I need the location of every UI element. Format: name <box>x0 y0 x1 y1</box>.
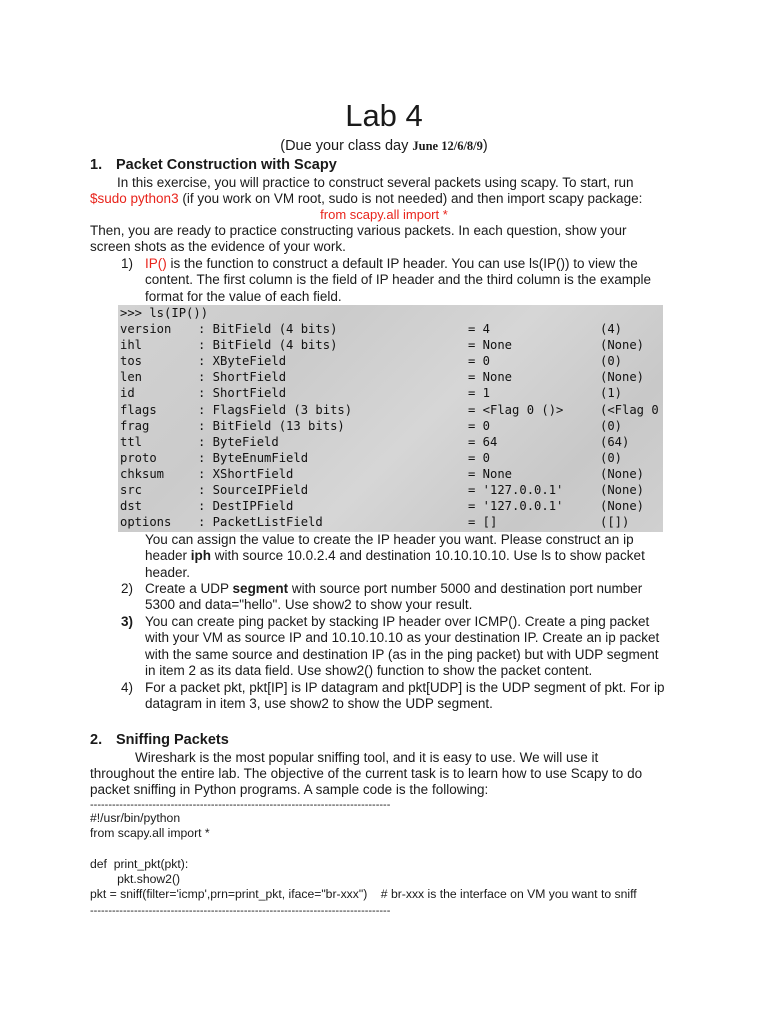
sniff-line-1: Wireshark is the most popular sniffing tool, and it is easy to use. We will use it <box>135 750 599 765</box>
terminal-field-name: flags <box>120 402 157 417</box>
list-item-3-line-4: in item 2 as its data field. Use show2() function to show the packet content. <box>145 662 593 678</box>
terminal-field-name: dst <box>120 499 143 514</box>
list-item-1-line-1: IP() is the function to construct a default IP header. You can use ls(IP()) to view the <box>145 256 638 271</box>
list-item-2-line-1: Create a UDP segment with source port number 5000 and destination port number <box>145 581 643 596</box>
code-line-1: #!/usr/bin/python <box>90 811 181 825</box>
code-divider-top: ---------------------------------------------------------------------------------- <box>90 799 391 811</box>
assign-line-3: header. <box>145 564 191 580</box>
terminal-field-value: = None <box>468 466 513 481</box>
section-1-number: 1. <box>90 157 103 173</box>
terminal-field-example: (0) <box>600 450 623 465</box>
terminal-field-type: : FlagsField (3 bits) <box>198 402 353 417</box>
code-line-6: pkt = sniff(filter='icmp',prn=print_pkt, iface="br-xxx") # br-xxx is the interface on VM you want to sniff <box>90 887 637 901</box>
terminal-field-value: = <Flag 0 ()> <box>468 402 564 417</box>
terminal-field-type: : PacketListField <box>198 515 323 530</box>
terminal-field-example: (None) <box>600 499 645 514</box>
terminal-field-value: = 1 <box>468 386 491 401</box>
assign-line-1: You can assign the value to create the IP header you want. Please construct an ip <box>145 532 634 547</box>
section-2-number: 2. <box>90 732 103 748</box>
terminal-field-type: : ByteEnumField <box>198 450 309 465</box>
terminal-field-name: ihl <box>120 338 143 353</box>
list-item-4-number: 4) <box>121 680 134 695</box>
intro-line-2-rest: (if you work on VM root, sudo is not needed) and then import scapy package: <box>178 191 643 206</box>
terminal-field-name: version <box>120 322 172 336</box>
terminal-field-example: (0) <box>600 418 623 433</box>
code-line-2: from scapy.all import * <box>90 826 210 840</box>
terminal-field-example: (None) <box>600 370 645 385</box>
terminal-field-example: (<Flag 0 <box>600 402 659 417</box>
terminal-field-value: = 0 <box>468 450 491 465</box>
list-item-1 <box>121 256 691 306</box>
terminal-field-type: : ShortField <box>198 386 287 401</box>
list-item-2 <box>121 581 691 615</box>
terminal-field-value: = '127.0.0.1' <box>468 499 564 514</box>
assign-line-2: header iph with source 10.0.2.4 and destination 10.10.10.10. Use ls to show packet <box>145 548 645 564</box>
terminal-field-value: = 0 <box>468 354 491 369</box>
terminal-field-value: = None <box>468 370 513 385</box>
terminal-field-name: proto <box>120 450 157 465</box>
list-item-1-number: 1) <box>121 256 134 271</box>
terminal-field-type: : SourceIPField <box>198 483 309 497</box>
section-1-title: Packet Construction with Scapy <box>116 157 337 173</box>
list-item-1-line-2: content. The first column is the field of IP header and the third column is the example <box>145 272 652 288</box>
terminal-field-example: (None) <box>600 338 645 353</box>
list-item-4 <box>121 680 691 714</box>
iph-label: iph <box>190 548 212 564</box>
intro-line-2 <box>90 191 642 207</box>
due-date-line <box>0 137 768 155</box>
section-1-heading <box>90 156 337 174</box>
terminal-field-type: : BitField (13 bits) <box>198 418 345 433</box>
page-title: Lab 4 <box>345 98 423 133</box>
sudo-command: $sudo python3 <box>90 191 179 206</box>
list-item-3-number: 3) <box>121 614 134 629</box>
sniff-line-3: packet sniffing in Python programs. A sample code is the following: <box>90 782 489 797</box>
code-line-4: def print_pkt(pkt): <box>90 857 189 871</box>
terminal-field-name: src <box>120 483 143 497</box>
terminal-field-example: (64) <box>600 434 630 449</box>
terminal-field-name: ttl <box>120 434 143 449</box>
list-item-1-line-3: format for the value of each field. <box>145 288 342 304</box>
list-item-3-line-3: with the same source and destination IP (as in the ping packet) but with UDP segment <box>145 646 659 662</box>
terminal-field-type: : XByteField <box>198 354 287 369</box>
due-date: June 12/6/8/9 <box>412 139 483 153</box>
list-item-3-line-2: with your VM as source IP and 10.10.10.10 as your destination IP. Create an ip packet <box>145 630 660 646</box>
terminal-field-value: = 4 <box>468 322 491 336</box>
terminal-field-value: = 64 <box>468 434 498 449</box>
terminal-field-type: : ByteField <box>198 434 279 449</box>
terminal-field-type: : BitField (4 bits) <box>198 322 338 336</box>
terminal-field-value: = '127.0.0.1' <box>468 483 564 497</box>
terminal-field-name: len <box>120 370 143 385</box>
terminal-field-value: = [] <box>468 515 498 530</box>
code-divider-bottom: ---------------------------------------------------------------------------------- <box>90 905 391 917</box>
segment-label: segment <box>232 581 289 596</box>
code-line-5: pkt.show2() <box>90 872 181 886</box>
terminal-field-value: = None <box>468 338 513 353</box>
terminal-field-example: (1) <box>600 386 623 401</box>
due-suffix: ) <box>482 138 488 154</box>
list-item-2-number: 2) <box>121 581 134 596</box>
list-item-3-line-1: You can create ping packet by stacking IP header over ICMP(). Create a ping packet <box>145 614 650 629</box>
list-item-4-line-2: datagram in item 3, use show2 to show the UDP segment. <box>145 696 493 712</box>
terminal-field-type: : ShortField <box>198 370 287 385</box>
terminal-field-type: : XShortField <box>198 466 294 481</box>
import-line: from scapy.all import * <box>320 207 448 222</box>
terminal-field-example: (None) <box>600 466 645 481</box>
list-item-3 <box>121 614 691 680</box>
intro-line-1: In this exercise, you will practice to construct several packets using scapy. To start, run <box>117 175 634 190</box>
list-item-4-line-1: For a packet pkt, pkt[IP] is IP datagram and pkt[UDP] is the UDP segment of pkt. For ip <box>145 680 665 695</box>
terminal-field-value: = 0 <box>468 418 491 433</box>
terminal-field-example: (None) <box>600 483 645 497</box>
terminal-field-example: (0) <box>600 354 623 369</box>
terminal-field-name: frag <box>120 418 150 433</box>
terminal-field-name: chksum <box>120 466 165 481</box>
sniff-line-2: throughout the entire lab. The objective of the current task is to learn how to use Scapy to do <box>90 766 643 781</box>
terminal-field-type: : DestIPField <box>198 499 294 514</box>
list-item-2-line-2: 5300 and data="hello". Use show2 to show your result. <box>145 597 473 613</box>
terminal-field-example: ([]) <box>600 515 630 530</box>
section-2-title: Sniffing Packets <box>116 732 229 748</box>
terminal-screenshot: >>> ls(IP()) version : BitField (4 bits) = 4 (4) ihl : BitField (4 bits) = None (None) tos : XByteField = 0 (0) len : ShortField = None (None) id : ShortField = 1 (1) flags : FlagsField (3 bits) = <Flag 0 ()> (<Flag 0 frag : BitField (13 bits) = 0 (0) ttl : ByteField = 64 (64) proto : ByteEnumField = 0 (0) chksum : XShortField = None (None) src : SourceIPField = '127.0.0.1' (None) dst : DestIPField = '127.0.0.1' (None) options : PacketListField = [] ([]) <box>118 305 663 532</box>
terminal-field-type: : BitField (4 bits) <box>198 338 338 353</box>
terminal-field-name: id <box>120 386 135 401</box>
terminal-field-name: tos <box>120 354 143 369</box>
then-line-1: Then, you are ready to practice constructing various packets. In each question, show your <box>90 223 627 238</box>
terminal-field-name: options <box>120 515 172 530</box>
due-prefix: (Due your class day <box>280 138 413 154</box>
assign-paragraph <box>145 532 645 581</box>
section-2-heading <box>90 731 229 749</box>
then-line-2: screen shots as the evidence of your work. <box>90 239 346 254</box>
terminal-field-example: (4) <box>600 322 623 336</box>
ip-function: IP() <box>145 256 167 271</box>
